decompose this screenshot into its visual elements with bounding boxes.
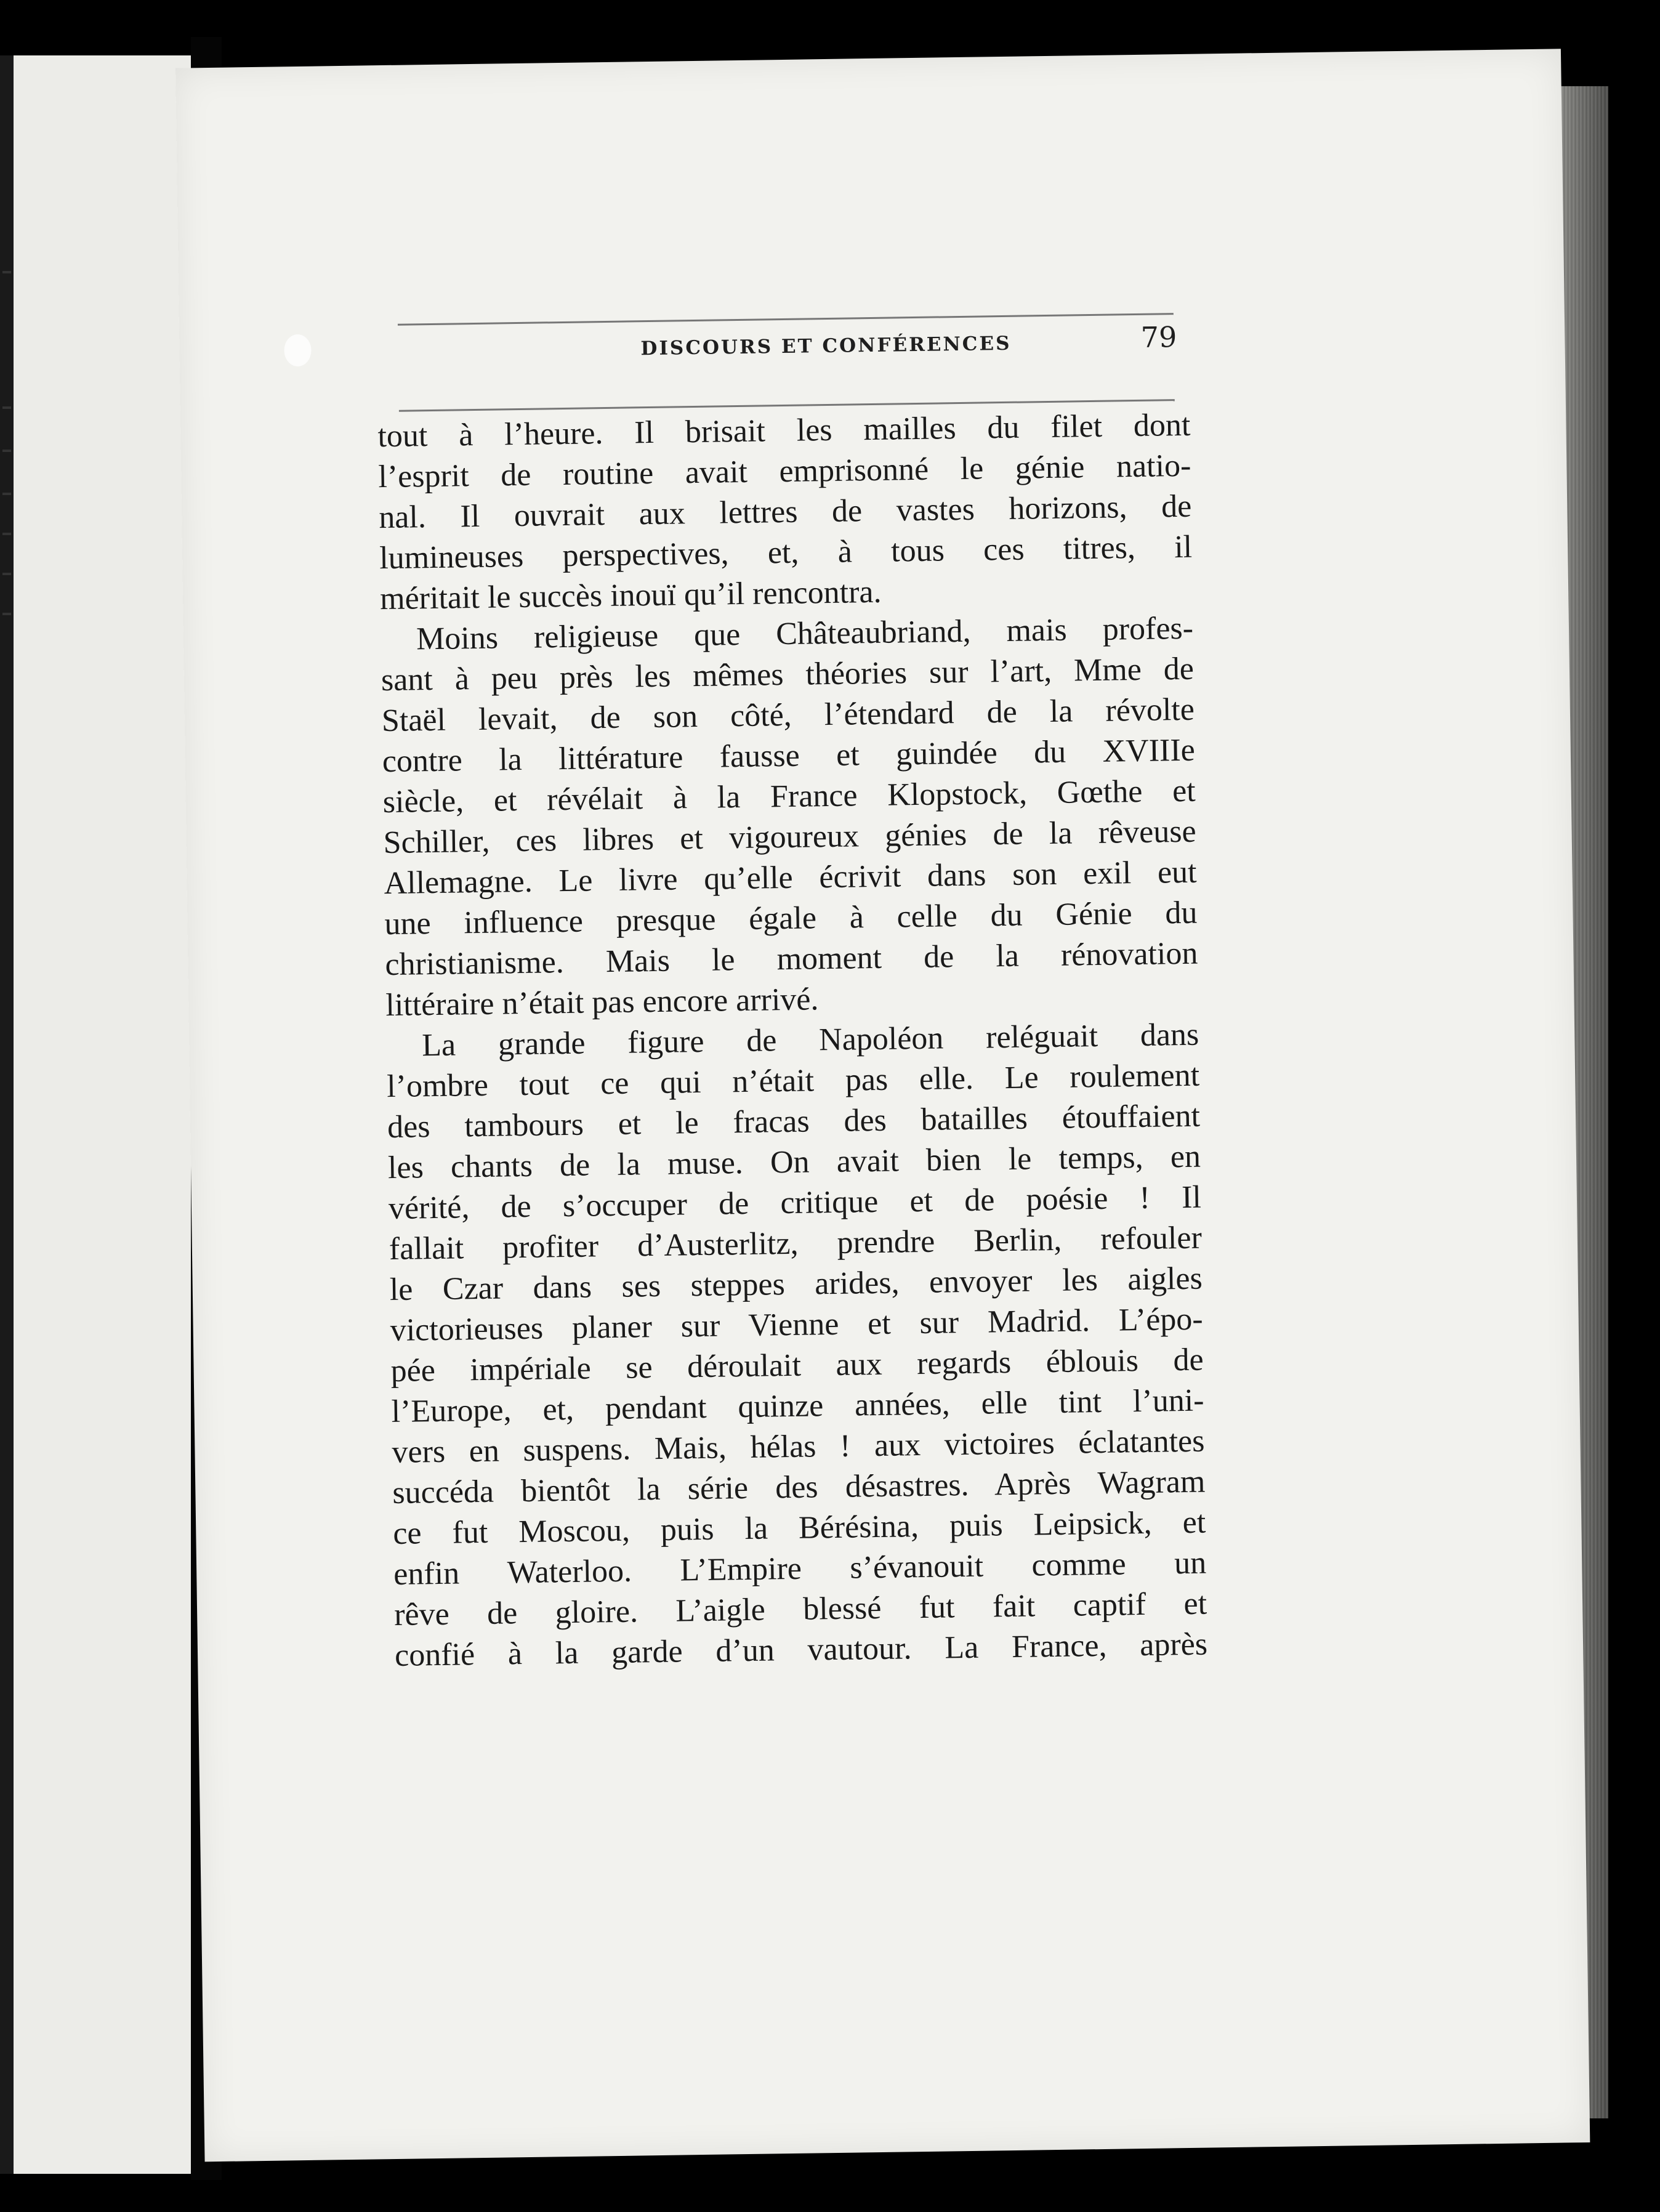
text-fragment — [2, 613, 11, 615]
text-line: siècle, et révélait à la France Klopstock, Gœthe et — [382, 773, 1196, 820]
text-line: Staël levait, de son côté, l’étendard de la révolte — [381, 692, 1195, 739]
text-fragment — [2, 573, 11, 575]
text-line: victorieuses planer sur Vienne et sur Madrid. L’épo- — [390, 1301, 1204, 1349]
text-line: méritait le succès inouï qu’il rencontra. — [379, 574, 882, 617]
paragraph-1 — [377, 405, 1193, 620]
text-line: littéraire n’était pas encore arrivé. — [385, 982, 819, 1023]
text-line: ce fut Moscou, puis la Bérésina, puis Leipsick, et — [392, 1504, 1206, 1552]
facing-page-edge — [0, 55, 191, 2174]
header-rule-top — [398, 313, 1174, 326]
text-line: rêve de gloire. L’aigle blessé fut fait captif et — [393, 1586, 1207, 1633]
paragraph-2 — [381, 608, 1199, 1026]
text-fragment — [2, 450, 11, 452]
text-line: l’esprit de routine avait emprisonné le génie natio- — [378, 448, 1191, 495]
text-line: vérité, de s’occuper de critique et de poésie ! Il — [388, 1179, 1202, 1227]
text-line: sant à peu près les mêmes théories sur l’art, Mme de — [381, 651, 1195, 698]
text-line: tout à l’heure. Il brisait les mailles du filet dont — [377, 407, 1191, 454]
paragraph-3 — [386, 1015, 1208, 1676]
text-line: Allemagne. Le livre qu’elle écrivit dans son exil eut — [384, 854, 1197, 902]
text-line: confié à la garde d’un vautour. La France, après — [394, 1626, 1208, 1673]
book-page — [175, 49, 1590, 2162]
text-line: l’Europe, et, pendant quinze années, elle tint l’uni- — [391, 1383, 1204, 1430]
text-line: fallait profiter d’Austerlitz, prendre Berlin, refouler — [389, 1220, 1203, 1267]
page-number: 79 — [1140, 320, 1177, 354]
text-fragment — [2, 533, 11, 535]
text-line: Moins religieuse que Châteaubriand, mais profes- — [416, 610, 1194, 657]
text-line: succéda bientôt la série des désastres. Après Wagram — [392, 1464, 1206, 1511]
text-line: des tambours et le fracas des batailles étouffaient — [387, 1098, 1201, 1145]
text-line: christianisme. Mais le moment de la rénovation — [385, 935, 1198, 983]
text-line: le Czar dans ses steppes arides, envoyer les aigles — [389, 1261, 1203, 1308]
body-text — [377, 405, 1207, 1676]
text-line: La grande figure de Napoléon reléguait dans — [421, 1017, 1199, 1064]
facing-page-text-fragments — [2, 55, 15, 2174]
text-line: une influence presque égale à celle du Génie du — [384, 895, 1198, 942]
text-line: nal. Il ouvrait aux lettres de vastes horizons, de — [378, 488, 1192, 536]
text-line: enfin Waterloo. L’Empire s’évanouit comme un — [393, 1545, 1207, 1592]
text-line: lumineuses perspectives, et, à tous ces titres, il — [379, 529, 1193, 576]
text-line: contre la littérature fausse et guindée du XVIIIe — [382, 732, 1196, 780]
text-fragment — [2, 493, 11, 495]
running-header: DISCOURS ET CONFÉRENCES — [640, 332, 1012, 360]
text-line: Schiller, ces libres et vigoureux génies de la rêveuse — [383, 813, 1196, 861]
light-speck — [284, 334, 312, 367]
text-line: l’ombre tout ce qui n’était pas elle. Le roulement — [386, 1057, 1200, 1105]
text-line: pée impériale se déroulait aux regards éblouis de — [390, 1342, 1204, 1389]
text-fragment — [2, 271, 11, 273]
text-line: les chants de la muse. On avait bien le temps, en — [387, 1139, 1201, 1186]
text-line: vers en suspens. Mais, hélas ! aux victoires éclatantes — [392, 1423, 1205, 1471]
text-fragment — [2, 406, 11, 409]
